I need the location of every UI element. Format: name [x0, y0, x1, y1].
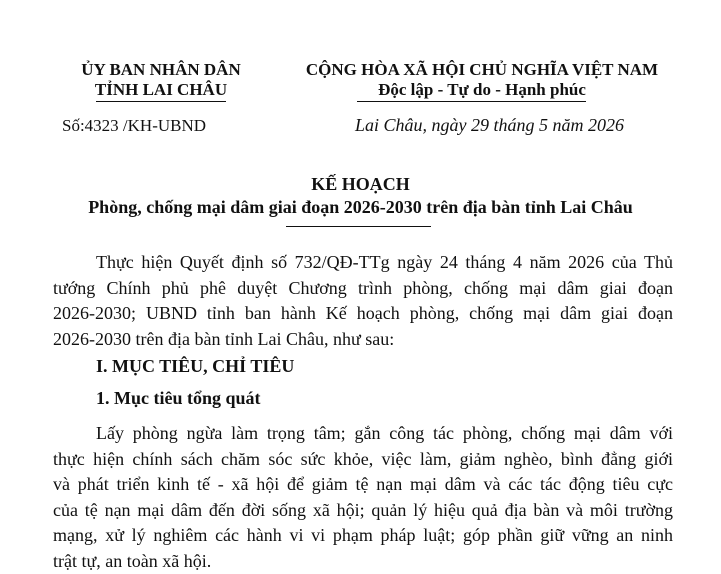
motto-underline	[357, 101, 586, 102]
objective-line: thực hiện chính sách chăm sóc sức khỏe, việc làm, giảm nghèo, bình đẳng giới	[53, 447, 673, 473]
intro-line: 2026-2030; UBND tỉnh ban hành Kế hoạch phòng, chống mại dâm giai đoạn	[53, 301, 673, 327]
subsection-heading: 1. Mục tiêu tổng quát	[96, 388, 261, 409]
province-name: TỈNH LAI CHÂU	[30, 80, 292, 100]
issue-date: Lai Châu, ngày 29 tháng 5 năm 2026	[355, 115, 624, 136]
objective-line: trật tự, an toàn xã hội.	[53, 549, 673, 574]
intro-paragraph	[53, 250, 673, 352]
objective-line: mạng, xử lý nghiêm các hành vi vi phạm pháp luật; góp phần giữ vững an ninh	[53, 523, 673, 549]
objective-paragraph	[53, 421, 673, 574]
intro-line: Thực hiện Quyết định số 732/QĐ-TTg ngày 24 tháng 4 năm 2026 của Thủ	[53, 250, 673, 276]
document-type-title: KẾ HOẠCH	[0, 174, 721, 195]
agency-underline	[96, 101, 226, 102]
document-number: Số:4323 /KH-UBND	[62, 116, 206, 136]
title-underline	[286, 226, 431, 227]
motto: Độc lập - Tự do - Hạnh phúc	[268, 80, 696, 100]
intro-line: 2026-2030 trên địa bàn tỉnh Lai Châu, như sau:	[53, 327, 673, 353]
objective-line: Lấy phòng ngừa làm trọng tâm; gắn công tác phòng, chống mại dâm với	[53, 421, 673, 447]
document-subtitle: Phòng, chống mại dâm giai đoạn 2026-2030 trên địa bàn tỉnh Lai Châu	[0, 197, 721, 218]
intro-line: tướng Chính phủ phê duyệt Chương trình phòng, chống mại dâm giai đoạn	[53, 276, 673, 302]
objective-line: và phát triển kinh tế - xã hội để giảm tệ nạn mại dâm và các tác động tiêu cực	[53, 472, 673, 498]
section-heading: I. MỤC TIÊU, CHỈ TIÊU	[96, 356, 294, 377]
objective-line: của tệ nạn mại dâm đến đời sống xã hội; quản lý hiệu quả địa bàn và môi trường	[53, 498, 673, 524]
country-name: CỘNG HÒA XÃ HỘI CHỦ NGHĨA VIỆT NAM	[268, 60, 696, 80]
agency-name: ỦY BAN NHÂN DÂN	[30, 60, 292, 80]
